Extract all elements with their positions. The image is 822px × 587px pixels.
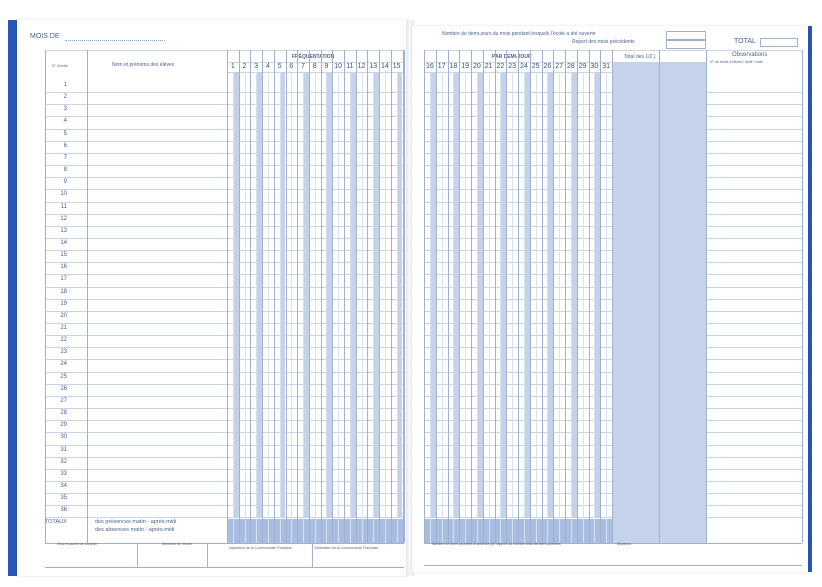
- half-day-line: [536, 72, 537, 543]
- col-number-header: N° d'ordre: [52, 64, 68, 68]
- row-number: 5: [63, 130, 67, 137]
- footer-moyenne: Moyenne: [617, 542, 632, 546]
- column-line: [459, 50, 460, 543]
- row-number: 27: [60, 397, 67, 404]
- totals-header: Total des 1/2 j.: [624, 54, 657, 60]
- row-number: 30: [60, 434, 67, 441]
- row-line: [424, 408, 802, 409]
- half-day-line: [291, 72, 292, 543]
- row-number: 12: [60, 215, 67, 222]
- day-number: 12: [357, 63, 366, 70]
- day-number: 7: [301, 63, 305, 70]
- row-number: 23: [60, 349, 67, 356]
- row-line: [424, 250, 802, 251]
- day-number: 30: [590, 63, 599, 70]
- school-open-days-label: Nombre de demi-jours du mois pendant lesquels l'école a été ouverte: [442, 31, 596, 37]
- half-day-line: [442, 72, 443, 543]
- row-number: 20: [60, 312, 67, 319]
- day-number: 29: [578, 63, 587, 70]
- par-demi-jour-title: PAR DEMI-JOUR: [492, 54, 532, 60]
- totals-label: TOTAUX: [45, 519, 67, 525]
- day-number: 22: [496, 63, 505, 70]
- column-line: [542, 50, 543, 543]
- half-day-line: [245, 72, 246, 543]
- month-label: MOIS DE: [30, 33, 60, 40]
- totals-presences: des présences matin - après-midi: [95, 519, 177, 525]
- column-line: [239, 50, 240, 543]
- day-number: 1: [230, 63, 235, 70]
- column-line: [706, 50, 707, 543]
- day-number: 18: [449, 63, 458, 70]
- column-line: [589, 50, 590, 543]
- row-line: [424, 274, 802, 275]
- row-number: 26: [60, 385, 67, 392]
- row-number: 8: [63, 167, 67, 174]
- report-label: Report des mois précédents: [572, 39, 635, 45]
- row-line: [424, 505, 802, 506]
- row-line: [424, 189, 802, 190]
- row-number: 9: [63, 179, 67, 186]
- col-name-header: Nom et prénoms des élèves: [112, 62, 175, 68]
- day-number: 23: [508, 63, 517, 70]
- day-number: 13: [369, 63, 378, 70]
- half-day-line: [326, 72, 327, 543]
- row-line: [424, 469, 802, 470]
- row-number: 34: [60, 482, 67, 489]
- day-number: 5: [277, 63, 282, 70]
- day-number: 27: [555, 63, 564, 70]
- column-line: [483, 50, 484, 543]
- row-line: [424, 202, 802, 203]
- row-number: 17: [60, 276, 67, 283]
- day-number: 15: [392, 63, 401, 70]
- row-line: [424, 238, 802, 239]
- column-line: [506, 50, 507, 543]
- footer-directeur: Directeur de l'école: [162, 542, 192, 546]
- column-line: [367, 50, 368, 543]
- column-line: [612, 50, 613, 543]
- row-line: [424, 359, 802, 360]
- column-line: [802, 50, 803, 543]
- row-line: [424, 311, 802, 312]
- header-top-line: [424, 50, 802, 51]
- column-line: [518, 50, 519, 543]
- day-number: 10: [334, 63, 343, 70]
- row-number: 35: [60, 495, 67, 502]
- row-line: [424, 420, 802, 421]
- row-line: [424, 481, 802, 482]
- column-line: [45, 50, 46, 543]
- total-field[interactable]: [760, 38, 798, 47]
- row-line: [424, 287, 802, 288]
- row-number: 16: [60, 264, 67, 271]
- day-number: 20: [472, 63, 481, 70]
- half-day-line: [430, 72, 431, 543]
- right-cover-spine: [808, 26, 812, 572]
- row-line: [424, 299, 802, 300]
- row-line: [424, 141, 802, 142]
- half-day-line: [315, 72, 316, 543]
- totals-bottom-line: [45, 543, 404, 544]
- day-number: 9: [324, 63, 329, 70]
- half-day-line: [512, 72, 513, 543]
- half-day-line: [373, 72, 374, 543]
- row-line: [424, 396, 802, 397]
- row-line: [424, 493, 802, 494]
- row-line: [424, 384, 802, 385]
- day-number: 19: [461, 63, 470, 70]
- row-number: 11: [60, 203, 67, 210]
- half-day-line: [280, 72, 281, 543]
- footer-divider: [137, 543, 138, 567]
- row-line: [424, 323, 802, 324]
- column-line: [262, 50, 263, 543]
- row-number: 22: [60, 337, 67, 344]
- footer-divider: [312, 543, 313, 567]
- row-number: 21: [60, 325, 67, 331]
- column-line: [600, 50, 601, 543]
- half-day-line: [489, 72, 490, 543]
- footer-absence-ratio: Nombre de demi-journées d'absence par rapport au nombre total de demi-journées: [432, 542, 561, 546]
- p-column-shade: [612, 62, 659, 543]
- footer-inspection: Inspection de la Communauté Française: [229, 546, 292, 550]
- column-line: [565, 50, 566, 543]
- day-number: 25: [531, 63, 540, 70]
- column-line: [659, 50, 660, 543]
- row-line: [424, 445, 802, 446]
- column-line: [404, 50, 405, 543]
- total-label: TOTAL: [734, 38, 756, 45]
- row-number: 31: [60, 446, 67, 453]
- day-number: 3: [254, 63, 259, 70]
- column-line: [424, 50, 425, 543]
- row-line: [424, 226, 802, 227]
- row-number: 36: [60, 507, 67, 514]
- header-top-line: [45, 50, 404, 51]
- row-number: 1: [63, 82, 67, 88]
- half-day-line: [547, 72, 548, 543]
- row-line: [424, 153, 802, 154]
- row-line: [424, 129, 802, 130]
- report-field[interactable]: [666, 40, 706, 49]
- row-number: 18: [60, 288, 67, 295]
- column-line: [553, 50, 554, 543]
- column-line: [577, 50, 578, 543]
- footer-divider: [207, 543, 208, 567]
- row-line: [424, 214, 802, 215]
- row-number: 2: [63, 94, 67, 101]
- day-number: 21: [484, 63, 493, 70]
- row-number: 6: [63, 142, 67, 149]
- half-day-line: [362, 72, 363, 543]
- half-day-line: [256, 72, 257, 543]
- observations-label: Observations: [732, 52, 768, 58]
- half-day-line: [594, 72, 595, 543]
- day-number: 8: [312, 63, 317, 70]
- row-number: 7: [63, 154, 67, 161]
- column-line: [321, 50, 322, 543]
- column-line: [227, 50, 228, 543]
- row-line: [424, 177, 802, 178]
- half-day-line: [233, 72, 234, 543]
- row-number: 19: [60, 300, 67, 307]
- column-line: [471, 50, 472, 543]
- day-number: 11: [346, 63, 354, 70]
- row-line: [424, 92, 802, 93]
- observations-sub: N° de sortie d'élèves / Motif / Date: [710, 60, 763, 64]
- day-number: 14: [381, 63, 389, 70]
- footer-visa: Visa et cachet de contrôle: [57, 542, 98, 546]
- column-line: [87, 50, 88, 543]
- day-number: 26: [543, 63, 552, 70]
- column-line: [274, 50, 275, 543]
- column-line: [448, 50, 449, 543]
- column-line: [379, 50, 380, 543]
- row-line: [424, 165, 802, 166]
- column-line: [332, 50, 333, 543]
- row-number: 33: [60, 470, 67, 477]
- column-line: [309, 50, 310, 543]
- row-number: 14: [60, 239, 67, 246]
- column-line: [391, 50, 392, 543]
- half-day-line: [303, 72, 304, 543]
- row-number: 3: [63, 106, 67, 113]
- totals-absences: des absences matin - après-midi: [95, 527, 175, 533]
- footer-verification: Vérification de la Communauté Française: [314, 546, 379, 550]
- row-line: [424, 262, 802, 263]
- column-line: [286, 50, 287, 543]
- half-day-line: [606, 72, 607, 543]
- row-number: 15: [60, 252, 67, 259]
- row-number: 24: [60, 361, 67, 368]
- half-day-line: [350, 72, 351, 543]
- half-day-line: [571, 72, 572, 543]
- half-day-line: [583, 72, 584, 543]
- row-line: [424, 104, 802, 105]
- row-line: [424, 347, 802, 348]
- day-number: 31: [602, 63, 611, 70]
- frequentation-title: FRÉQUENTATION: [292, 54, 335, 60]
- column-line: [530, 50, 531, 543]
- half-day-line: [453, 72, 454, 543]
- half-day-line: [397, 72, 398, 543]
- row-number: 10: [60, 191, 67, 198]
- day-number: 16: [425, 63, 434, 70]
- column-line: [250, 50, 251, 543]
- column-line: [344, 50, 345, 543]
- column-line: [356, 50, 357, 543]
- column-line: [495, 50, 496, 543]
- row-number: 4: [63, 118, 67, 125]
- column-line: [297, 50, 298, 543]
- half-day-line: [268, 72, 269, 543]
- footer-bottom-line: [45, 567, 404, 568]
- day-number: 17: [437, 63, 446, 70]
- day-number: 24: [519, 63, 528, 70]
- row-line: [424, 432, 802, 433]
- row-number: 29: [60, 422, 67, 429]
- day-number: 28: [566, 63, 575, 70]
- a-column-shade: [659, 62, 706, 543]
- day-number: 4: [265, 63, 270, 70]
- right-page: [412, 26, 808, 572]
- half-day-line: [338, 72, 339, 543]
- half-day-line: [500, 72, 501, 543]
- half-day-line: [465, 72, 466, 543]
- day-number: 6: [289, 63, 294, 70]
- open-days-field[interactable]: [666, 31, 706, 40]
- row-line: [424, 116, 802, 117]
- row-number: 25: [60, 373, 67, 380]
- column-line: [436, 50, 437, 543]
- half-day-line: [477, 72, 478, 543]
- half-day-line: [524, 72, 525, 543]
- row-line: [424, 335, 802, 336]
- row-line: [424, 372, 802, 373]
- row-number: 13: [60, 227, 67, 234]
- half-day-line: [559, 72, 560, 543]
- left-cover-spine: [8, 20, 17, 576]
- row-line: [424, 457, 802, 458]
- half-day-line: [385, 72, 386, 543]
- row-number: 32: [60, 458, 67, 465]
- row-number: 28: [60, 410, 67, 417]
- day-number: 2: [242, 63, 247, 70]
- month-field[interactable]: [65, 40, 165, 41]
- left-page: [17, 20, 408, 576]
- footer-bottom-line: [424, 565, 802, 566]
- row-line: [424, 517, 802, 518]
